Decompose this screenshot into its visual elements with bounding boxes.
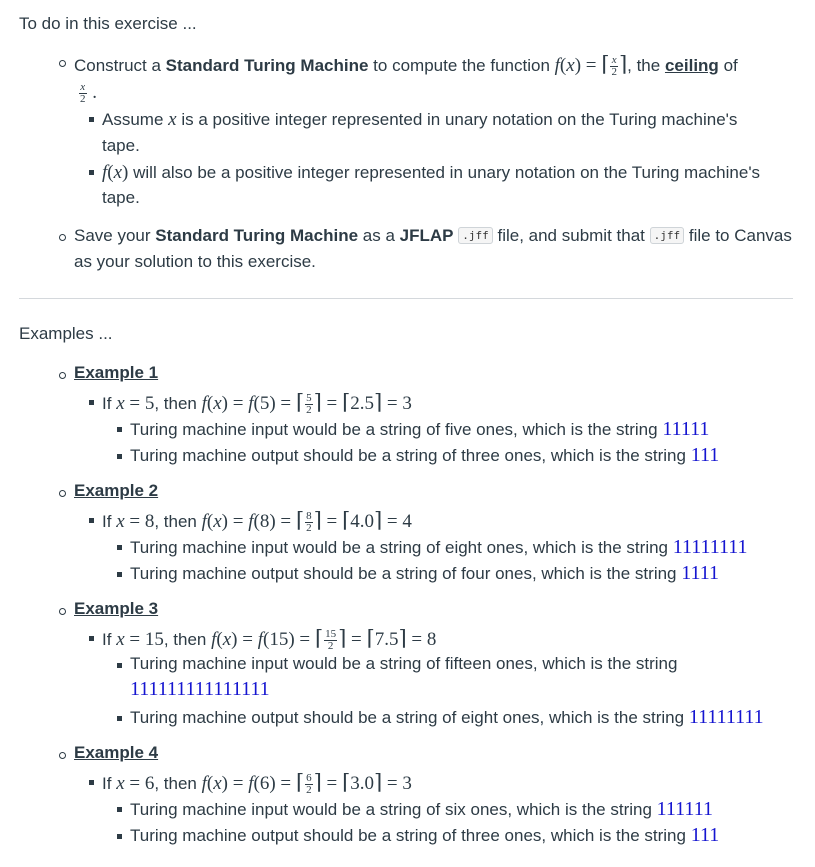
bullet-square	[117, 454, 122, 459]
bullet-square	[117, 834, 122, 839]
jff-code: .jff	[458, 227, 493, 244]
example-equation: If x = 5, then f(x) = f(5) = ⌈ $\frac{5}{2}$ ⌉ = ⌈2.5⌉ = 3	[102, 390, 412, 417]
item1-bold: Standard Turing Machine	[165, 56, 369, 75]
bullet-square	[89, 117, 94, 122]
item1-mid: to compute the function	[373, 56, 550, 75]
item1-sub2-tail: tape.	[102, 188, 140, 207]
item1-line1	[74, 52, 738, 78]
output-description: Turing machine output should be a string of eight ones, which is the string 11111111	[130, 706, 764, 728]
item1-sub1-tail: tape.	[102, 136, 140, 155]
output-string: 111	[690, 824, 720, 846]
ceiling-link[interactable]: ceiling	[664, 56, 719, 75]
item1-pre: Construct a	[74, 56, 161, 75]
function-formula: f(x) = ⌈ $\frac{x}{2}$ ⌉	[554, 52, 628, 79]
bullet-square	[89, 518, 94, 523]
example-title[interactable]: Example 2	[74, 481, 159, 500]
output-description: Turing machine output should be a string of four ones, which is the string 1111	[130, 562, 720, 584]
input-description: Turing machine input would be a string of five ones, which is the string 11111	[130, 418, 710, 440]
item2-line1: Save your Standard Turing Machine as a JFLAP .jff file, and submit that .jff file to Canvas	[74, 226, 792, 245]
bullet-circle	[59, 372, 66, 379]
bullet-square	[117, 807, 122, 812]
input-string: 111111	[656, 798, 713, 820]
item1-sub2: f(x) will also be a positive integer represented in unary notation on the Turing machine's	[102, 162, 761, 183]
input-string: 11111	[662, 418, 710, 440]
input-description: Turing machine input would be a string of six ones, which is the string 111111	[130, 798, 713, 820]
item1-post: , the	[627, 56, 661, 75]
bullet-circle	[59, 234, 66, 241]
bullet-square	[117, 716, 122, 721]
bullet-square	[117, 572, 122, 577]
bullet-square	[117, 427, 122, 432]
input-string: 11111111	[672, 536, 748, 558]
jff-code: .jff	[650, 227, 685, 244]
example-title[interactable]: Example 4	[74, 743, 159, 762]
bullet-square	[117, 545, 122, 550]
bullet-square	[89, 170, 94, 175]
bullet-circle	[59, 490, 66, 497]
example-title[interactable]: Example 3	[74, 599, 159, 618]
bullet-square	[89, 780, 94, 785]
item1-of: of	[723, 56, 738, 75]
output-description: Turing machine output should be a string of three ones, which is the string 111	[130, 824, 720, 846]
bullet-circle	[59, 608, 66, 615]
example-equation: If x = 6, then f(x) = f(6) = ⌈ $\frac{6}{2}$ ⌉ = ⌈3.0⌉ = 3	[102, 770, 412, 797]
output-string: 1111	[681, 562, 720, 584]
intro-heading: To do in this exercise ...	[19, 14, 197, 33]
item1-sub1: Assume x is a positive integer represented in unary notation on the Turing machine's	[102, 109, 738, 130]
examples-heading: Examples ...	[19, 324, 113, 343]
section-divider	[19, 298, 793, 299]
example-equation: If x = 15, then f(x) = f(15) = ⌈ $\frac{15}{2}$ ⌉ = ⌈7.5⌉ = 8	[102, 626, 437, 653]
bullet-square	[89, 636, 94, 641]
item2-line2: as your solution to this exercise.	[74, 252, 316, 271]
input-string: 111111111111111	[130, 678, 270, 700]
bullet-square	[89, 400, 94, 405]
bullet-circle	[59, 60, 66, 67]
output-string: 11111111	[688, 706, 764, 728]
output-string: 111	[690, 444, 720, 466]
bullet-square	[117, 663, 122, 668]
example-title[interactable]: Example 1	[74, 363, 159, 382]
item1-fraction-line: $\frac{x}{2}$ .	[80, 81, 97, 106]
input-description: Turing machine input would be a string of eight ones, which is the string 11111111	[130, 536, 748, 558]
example-equation: If x = 8, then f(x) = f(8) = ⌈ $\frac{8}{2}$ ⌉ = ⌈4.0⌉ = 4	[102, 508, 412, 535]
output-description: Turing machine output should be a string of three ones, which is the string 111	[130, 444, 720, 466]
input-description: Turing machine input would be a string of fifteen ones, which is the string	[130, 654, 678, 673]
bullet-circle	[59, 752, 66, 759]
